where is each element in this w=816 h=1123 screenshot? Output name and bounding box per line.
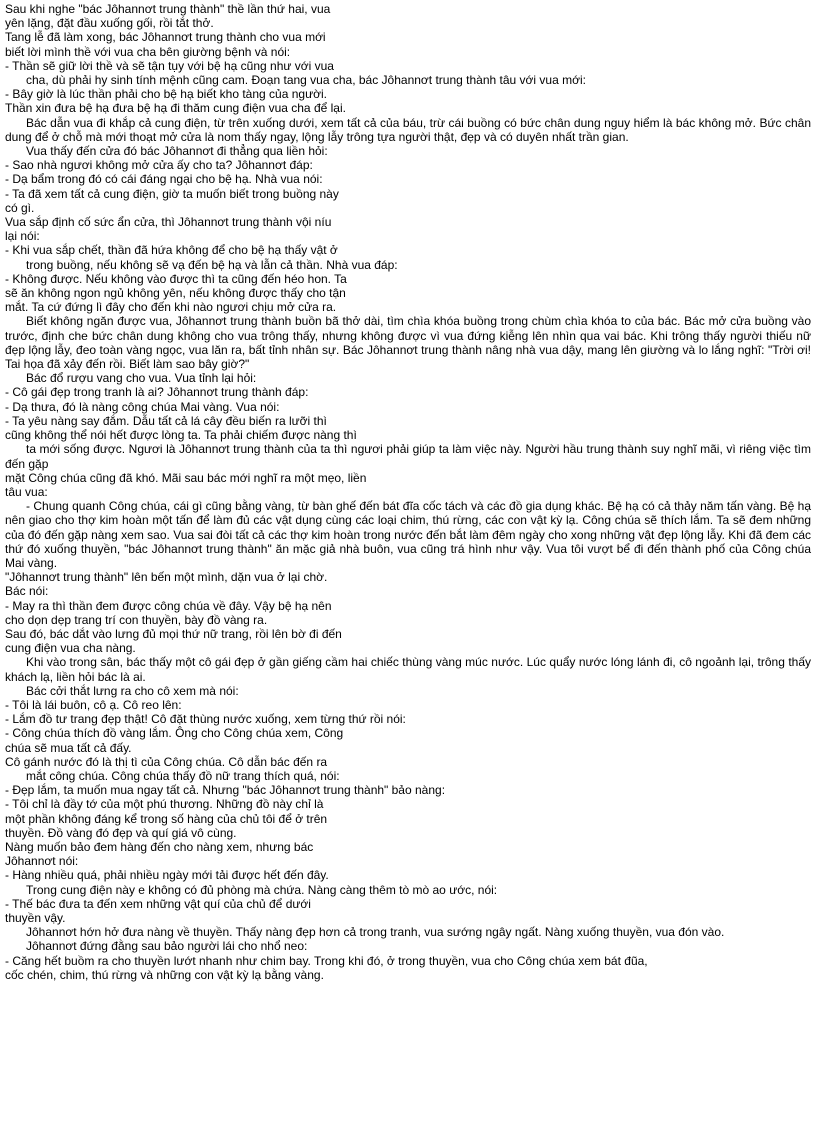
text-line: - Dạ bẩm trong đó có cái đáng ngại cho bệ hạ. Nhà vua nói:	[5, 172, 323, 187]
text-line: biết lời mình thề với vua cha bên giường bệnh và nói:	[5, 44, 291, 59]
text-line: cốc chén, chim, thú rừng và những con vật kỳ lạ bằng vàng.	[5, 967, 324, 982]
text-line: yên lặng, đặt đầu xuống gối, rồi tắt thở.	[5, 16, 214, 31]
text-line: - Tôi là lái buôn, cô ạ. Cô reo lên:	[5, 697, 182, 712]
text-line: một phần không đáng kể trong số hàng của chủ tôi để ở trên	[5, 811, 328, 826]
text-line: - Thế bác đưa ta đến xem những vật quí của chủ để dưới	[5, 896, 311, 911]
text-line: Jôhannơt nói:	[5, 854, 79, 869]
document-body	[5, 2, 811, 982]
text-line: thuyền vậy.	[5, 911, 66, 925]
text-line: Vua thấy đến cửa đó bác Jôhannơt đi thẳng qua liền hỏi:	[26, 144, 328, 159]
text-line: - Bây giờ là lúc thần phải cho bệ hạ biết kho tàng của người.	[5, 87, 327, 102]
text-line: Khi vào trong sân, bác thấy một cô gái đẹp ở gần giếng cầm hai chiếc thùng vàng múc nước. Lúc quẩy nước lóng lánh đi, cô ngoảnh lại, trông thấy khách lạ, liền hỏi bác là ai.	[5, 655, 811, 684]
text-line: Nàng muốn bảo đem hàng đến cho nàng xem, nhưng bác	[5, 839, 314, 854]
text-line: mặt Công chúa cũng đã khó. Mãi sau bác mới nghĩ ra một mẹo, liền	[5, 470, 367, 485]
text-line: - Không được. Nếu không vào được thì ta cũng đến héo hon. Ta	[5, 271, 347, 286]
text-line: Trong cung điện này e không có đủ phòng mà chứa. Nàng càng thêm tò mò ao ước, nói:	[26, 882, 498, 897]
text-line: cung điện vua cha nàng.	[5, 641, 136, 656]
text-line: có gì.	[5, 200, 35, 215]
text-line: thuyền. Đồ vàng đó đẹp và quí giá vô cùng.	[5, 825, 237, 840]
text-line: - Ta yêu nàng say đắm. Dẫu tất cả lá cây đều biến ra lưỡi thì	[5, 413, 327, 428]
text-line: - Khi vua sắp chết, thần đã hứa không để cho bệ hạ thấy vật ở	[5, 243, 338, 258]
text-line: Bác đổ rượu vang cho vua. Vua tỉnh lại hỏi:	[26, 371, 257, 386]
text-line: - Cô gái đẹp trong tranh là ai? Jôhannơt trung thành đáp:	[5, 385, 309, 400]
text-line: chúa sẽ mua tất cả đấy.	[5, 740, 132, 755]
text-line: tâu vua:	[5, 484, 48, 499]
text-line: - Thần sẽ giữ lời thề và sẽ tận tụy với bệ hạ cũng như với vua	[5, 58, 334, 73]
text-line: Sau khi nghe "bác Jôhannơt trung thành" thề lần thứ hai, vua	[5, 2, 331, 16]
text-line: - Căng hết buồm ra cho thuyền lướt nhanh như chim bay. Trong khi đó, ở trong thuyền, vua cho Công chúa xem bát đũa,	[5, 953, 648, 968]
text-line: Bác cởi thắt lưng ra cho cô xem mà nói:	[26, 683, 239, 698]
text-line: cho dọn dẹp trang trí con thuyền, bày đồ vàng ra.	[5, 612, 268, 627]
text-line: - Công chúa thích đồ vàng lắm. Ông cho Công chúa xem, Công	[5, 726, 344, 741]
text-line: Thần xin đưa bệ hạ đưa bệ hạ đi thăm cung điện vua cha để lại.	[5, 101, 346, 116]
text-line: "Jôhannơt trung thành" lên bến một mình, dặn vua ở lại chờ.	[5, 570, 328, 585]
text-line: mắt công chúa. Công chúa thấy đồ nữ trang thích quá, nói:	[26, 768, 340, 783]
text-line: lại nói:	[5, 229, 40, 244]
text-line: Bác nói:	[5, 584, 49, 599]
text-line: Jôhannơt hớn hở đưa nàng về thuyền. Thấy nàng đẹp hơn cả trong tranh, vua sướng ngây ngất. Nàng xuống thuyền, vua đón vào.	[26, 925, 725, 940]
text-line: mắt. Ta cứ đứng lì đây cho đến khi nào ngươi chịu mở cửa ra.	[5, 300, 337, 315]
text-line: ta mới sống được. Ngươi là Jôhannơt trung thành của ta thì ngươi phải giúp ta làm việc này. Người hầu trung thành suy nghĩ mãi, vì riêng việc tìm đến gặp	[5, 442, 811, 471]
text-line: Cô gánh nước đó là thị tì của Công chúa. Cô dẫn bác đến ra	[5, 754, 328, 769]
text-line: - May ra thì thần đem được công chúa về đây. Vậy bệ hạ nên	[5, 598, 332, 613]
text-line: - Sao nhà ngươi không mở cửa ấy cho ta? Jôhannơt đáp:	[5, 158, 313, 173]
text-line: - Đẹp lắm, ta muốn mua ngay tất cả. Nhưng "bác Jôhannơt trung thành" bảo nàng:	[5, 783, 446, 798]
text-line: - Ta đã xem tất cả cung điện, giờ ta muốn biết trong buồng này	[5, 186, 339, 201]
text-line: Tang lễ đã làm xong, bác Jôhannơt trung thành cho vua mới	[5, 30, 326, 45]
text-line: - Chung quanh Công chúa, cái gì cũng bằng vàng, từ bàn ghế đến bát đĩa cốc tách và các đồ gia dụng khác. Bệ hạ có cả thảy năm tấn vàng. Bệ hạ nên giao cho thợ kim hoàn một tấn để làm đủ các vật dụng cùng các loại chim, thú rừng, các con vật kỳ lạ. Công chúa sẽ thích lắm. Ta sẽ đem những của đó đến gặp nàng xem sao. Vua sai đòi tất cả các thợ kim hoàn trong nước đến bắt làm đêm ngày cho xong những vật đẹp lộng lẫy. Khi đã đem các thứ đó xuống thuyền, "bác Jôhannơt trung thành" ăn mặc giả nhà buôn, vua cũng trá hình như vậy. Vua tôi vượt bể đi đến thành phố của Công chúa Mai vàng.	[5, 499, 811, 570]
text-line: - Lắm đồ tư trang đẹp thật! Cô đặt thùng nước xuống, xem từng thứ rồi nói:	[5, 712, 406, 727]
text-line: - Dạ thưa, đó là nàng công chúa Mai vàng. Vua nói:	[5, 399, 280, 414]
text-line: Vua sắp định cố sức ẩn cửa, thì Jôhannơt trung thành vội níu	[5, 215, 332, 230]
text-line: Biết không ngăn được vua, Jôhannơt trung thành buồn bã thở dài, tìm chìa khóa buồng trong chùm chìa khóa to của bác. Bác mở cửa buồng vào trước, định che bức chân dung không cho vua trông thấy, nhưng không được vì vua đứng kiễng lên nhìn qua vai bác. Khi trông thấy người thiếu nữ đẹp lộng lẫy, đeo toàn vàng ngọc, vua lăn ra, bất tỉnh nhân sự. Bác Jôhannơt trung thành nâng nhà vua dậy, mang lên giường và lo lắng nghĩ: "Trời ơi! Tai họa đã xảy đến rồi. Biết làm sao bây giờ?"	[5, 314, 811, 372]
text-line: cũng không thể nói hết được lòng ta. Ta phải chiếm được nàng thì	[5, 428, 357, 443]
text-line: - Tôi chỉ là đầy tớ của một phú thương. Những đồ này chỉ là	[5, 797, 324, 812]
text-line: Sau đó, bác dắt vào lưng đủ mọi thứ nữ trang, rồi lên bờ đi đến	[5, 626, 342, 641]
text-line: sẽ ăn không ngon ngủ không yên, nếu không được thấy cho tận	[5, 286, 346, 301]
text-line: Jôhannơt đứng đằng sau bảo người lái cho nhổ neo:	[26, 939, 308, 954]
text-line: cha, dù phải hy sinh tính mệnh cũng cam. Đoạn tang vua cha, bác Jôhannơt trung thành tâu với vua mới:	[26, 73, 586, 88]
text-line: - Hàng nhiều quá, phải nhiều ngày mới tải được hết đến đây.	[5, 868, 329, 883]
text-line: trong buồng, nếu không sẽ vạ đến bệ hạ và lẫn cả thần. Nhà vua đáp:	[26, 257, 398, 272]
text-line: Bác dẫn vua đi khắp cả cung điện, từ trên xuống dưới, xem tất cả của báu, trừ cái buồng có bức chân dung nguy hiểm là bác không mở. Bức chân dung để ở chỗ mà mới thoạt mở cửa là nom thấy ngay, lộng lẫy trông tựa người thật, đẹp và có duyên nhất trần gian.	[5, 115, 811, 144]
